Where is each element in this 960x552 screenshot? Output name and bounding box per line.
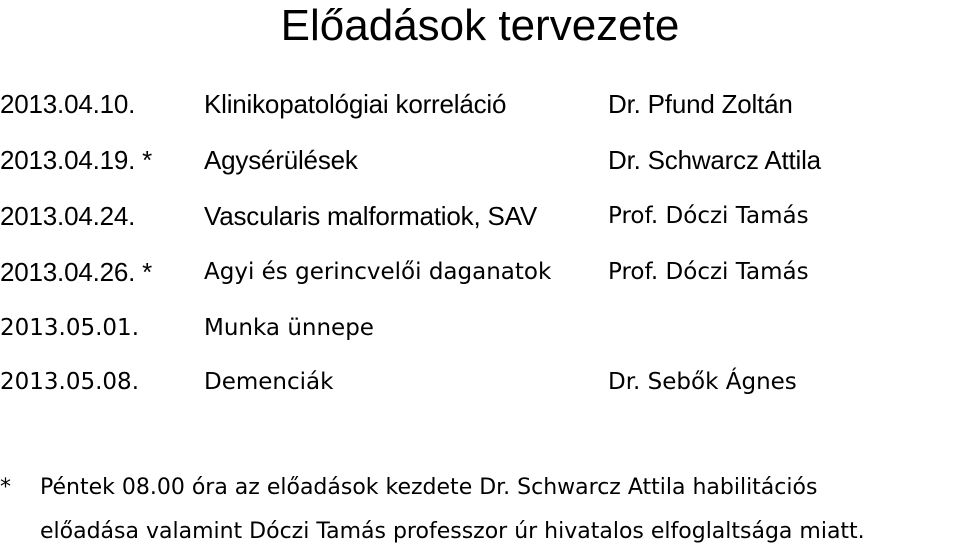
- schedule-topic: Agyi és gerincvelői daganatok: [204, 259, 552, 285]
- schedule-date: 2013.05.08.: [0, 369, 139, 395]
- schedule-topic: Demenciák: [204, 369, 334, 395]
- schedule-date: 2013.04.10.: [0, 89, 136, 119]
- schedule-date: 2013.04.26. *: [0, 257, 153, 287]
- schedule-topic: Klinikopatológiai korreláció: [204, 89, 507, 119]
- schedule-row: [0, 312, 960, 344]
- footnote-line-2: előadása valamint Dóczi Tamás professzor úr hivatalos elfoglaltsága miatt.: [40, 519, 865, 544]
- schedule-date: 2013.04.19. *: [0, 145, 153, 175]
- schedule-lecturer: Prof. Dóczi Tamás: [608, 259, 809, 285]
- schedule-row: [0, 256, 960, 288]
- schedule-date: 2013.05.01.: [0, 315, 139, 341]
- schedule-topic: Agysérülések: [204, 145, 358, 175]
- schedule-lecturer: Dr. Schwarcz Attila: [608, 145, 821, 175]
- schedule-row: [0, 366, 960, 398]
- footnote-line-1: Péntek 08.00 óra az előadások kezdete Dr. Schwarcz Attila habilitációs: [40, 475, 818, 500]
- schedule-row: [0, 144, 960, 176]
- schedule-topic: Munka ünnepe: [204, 315, 374, 341]
- schedule-lecturer: Prof. Dóczi Tamás: [608, 203, 809, 229]
- schedule-row: [0, 200, 960, 232]
- schedule-lecturer: Dr. Sebők Ágnes: [608, 369, 797, 395]
- schedule-row: [0, 88, 960, 120]
- schedule-date: 2013.04.24.: [0, 201, 136, 231]
- page-title: Előadások tervezete: [280, 1, 680, 50]
- schedule-topic: Vascularis malformatiok, SAV: [204, 201, 537, 231]
- footnote-marker: *: [0, 475, 11, 500]
- schedule-lecturer: Dr. Pfund Zoltán: [608, 89, 793, 119]
